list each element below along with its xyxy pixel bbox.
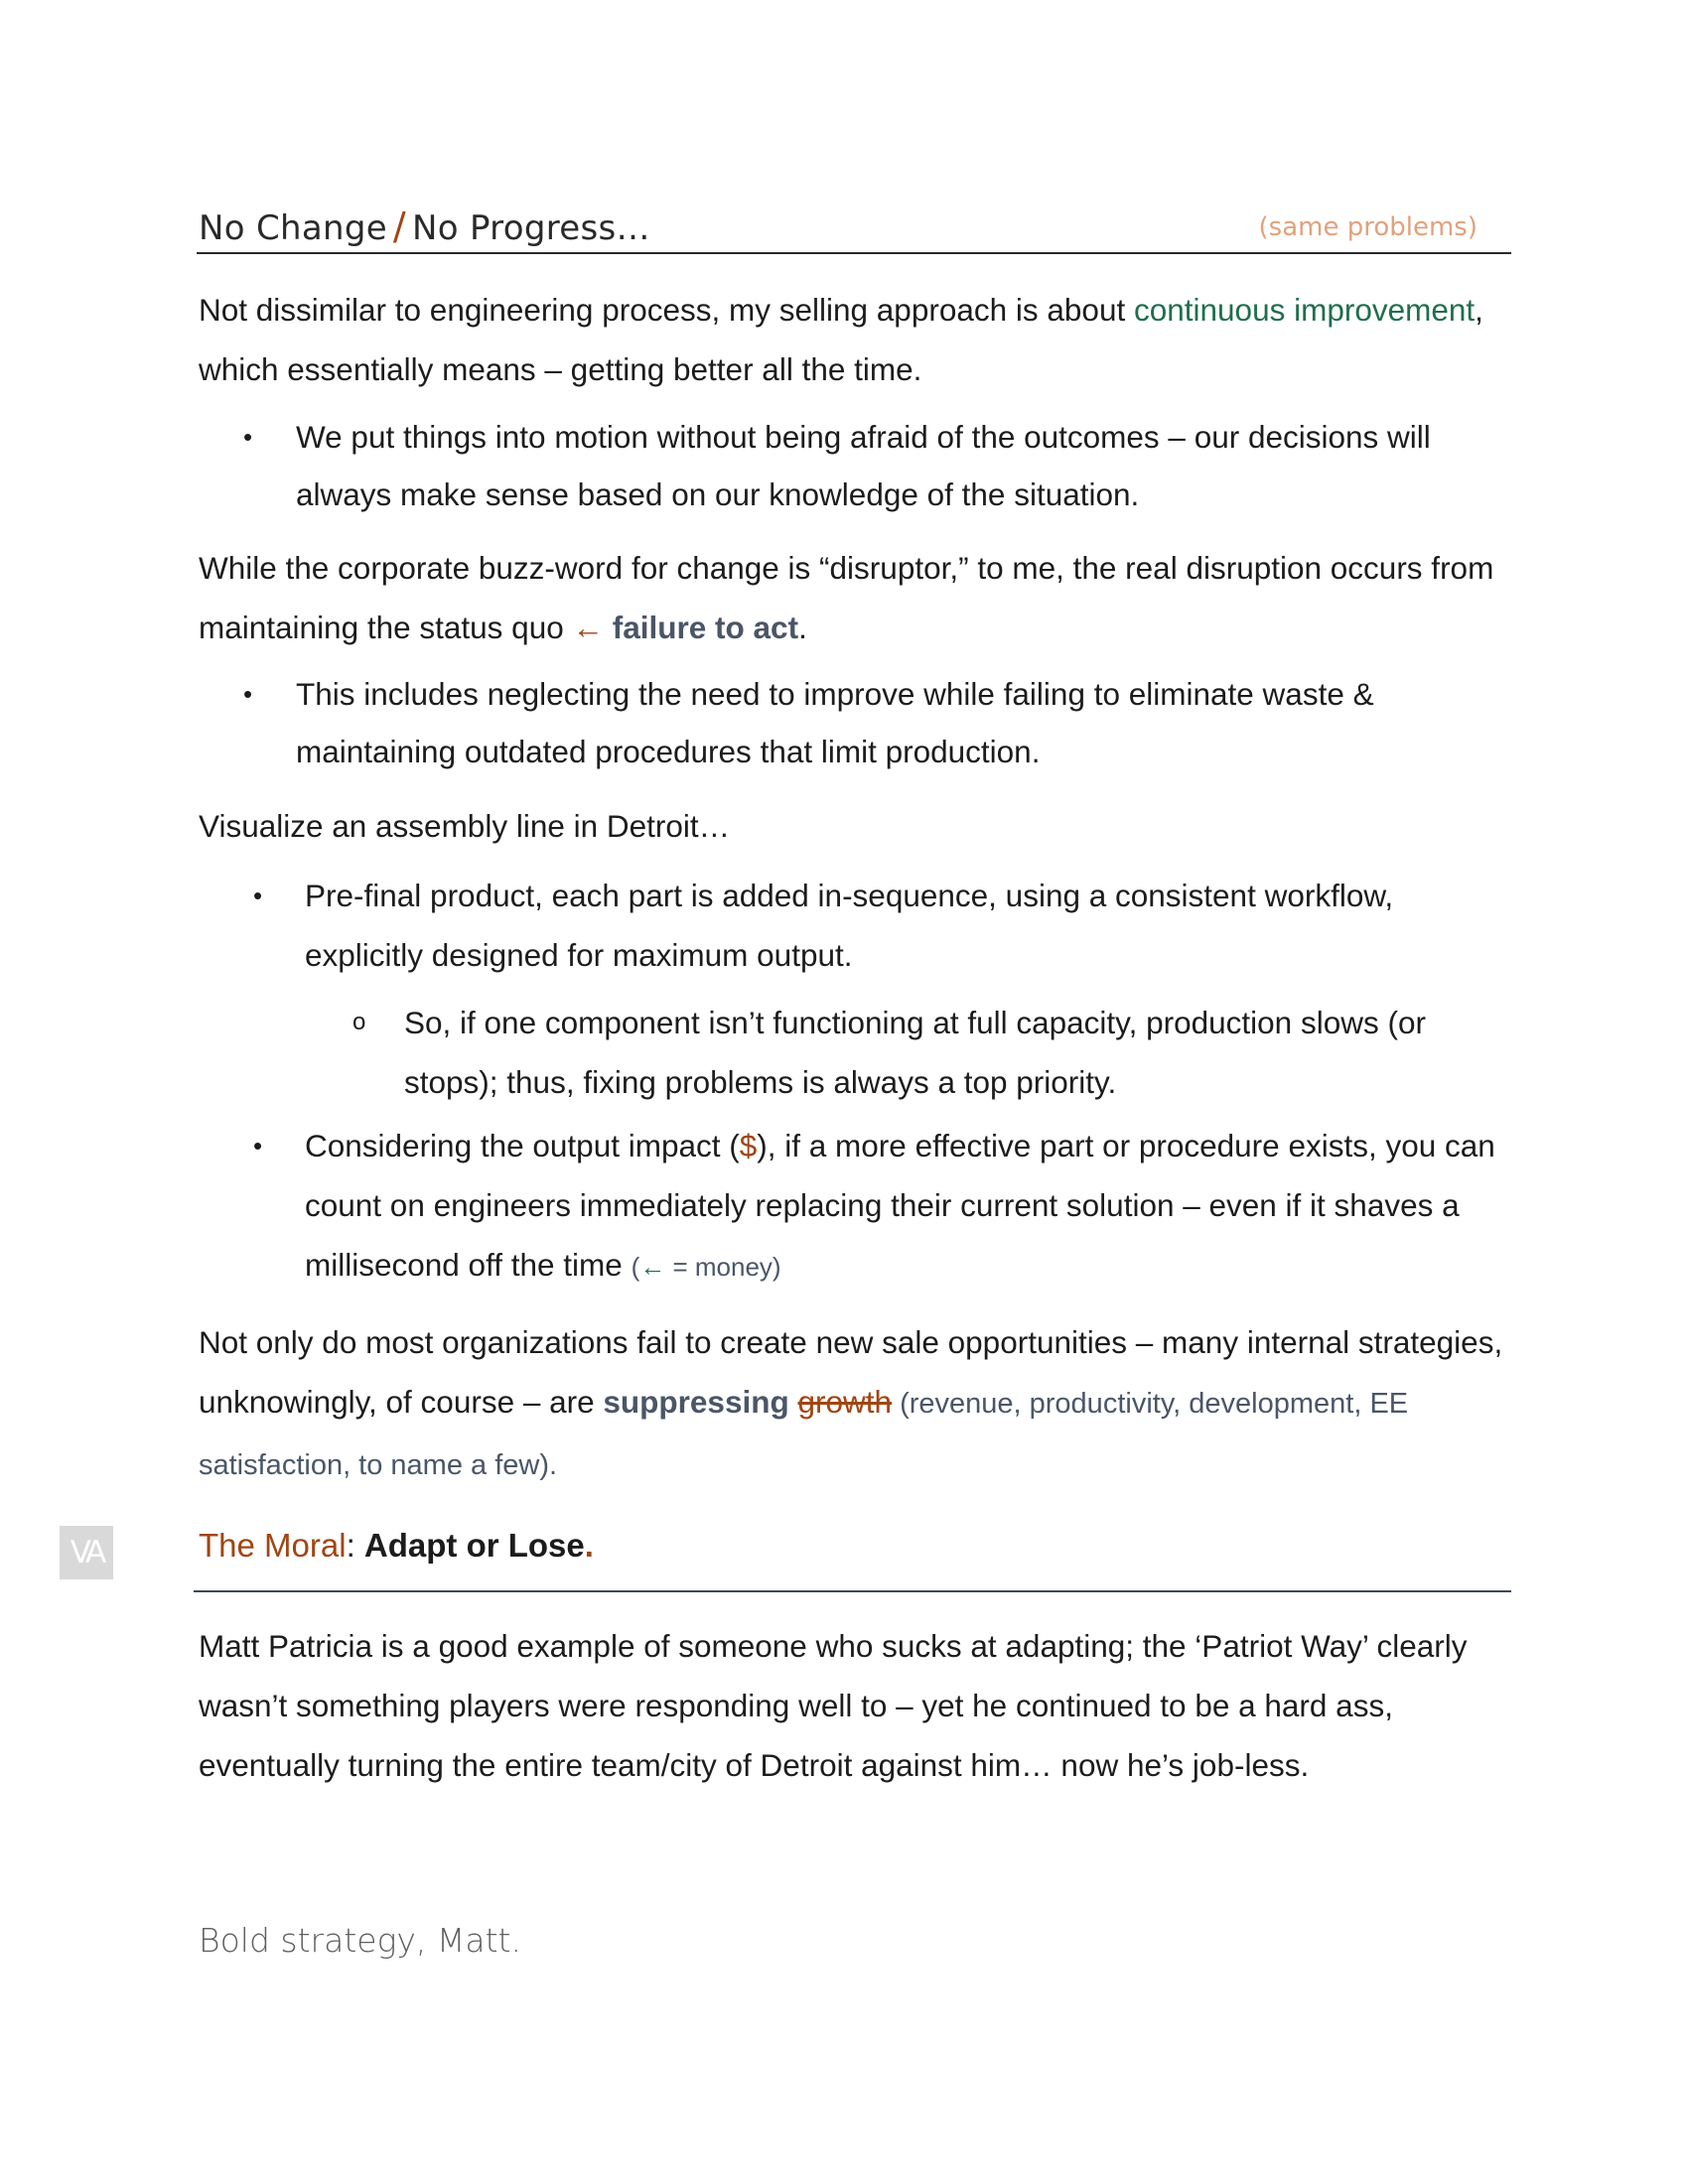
disruption-paragraph <box>199 538 1519 657</box>
sub-bullet-icon: o <box>352 1009 366 1035</box>
failure-to-act-emphasis: failure to act <box>612 610 799 645</box>
sub-list-item-text: So, if one component isn’t functioning at full capacity, production slows (or stops); thus, fixing problems is always a top priority. <box>404 1005 1426 1100</box>
organizations-text: Not only do most organizations fail to create new sale opportunities – many internal strategies, unknowingly, of course – are <box>199 1324 1503 1420</box>
moral-period: . <box>584 1527 594 1564</box>
assembly-line-heading: Visualize an assembly line in Detroit… <box>199 808 731 844</box>
disruption-text: While the corporate buzz-word for change is “disruptor,” to me, the real disruption occurs from maintaining the status quo <box>199 550 1494 645</box>
section-title <box>199 205 650 248</box>
list-item <box>243 665 1519 780</box>
title-slash: / <box>392 205 407 248</box>
section-aside: (same problems) <box>1258 212 1477 242</box>
list-item <box>253 866 1519 985</box>
moral-statement: Adapt or Lose <box>363 1527 585 1564</box>
list-item-text <box>305 1116 1519 1297</box>
organizations-paragraph <box>199 1312 1519 1495</box>
bullet-icon: • <box>253 881 263 910</box>
money-note-text: = money) <box>665 1252 781 1282</box>
organizations-aside: (revenue, productivity, development, EE satisfaction, to name a few). <box>199 1388 1409 1481</box>
moral-label: The Moral <box>199 1527 347 1564</box>
dollar-sign: $ <box>739 1128 758 1163</box>
section-header <box>197 199 1511 254</box>
bullet-icon: • <box>243 422 253 452</box>
moral-header <box>194 1519 1511 1592</box>
list-item-text: Pre-final product, each part is added in-sequence, using a consistent workflow, explicitly designed for maximum output. <box>305 878 1394 973</box>
left-arrow-icon: ← <box>572 610 604 645</box>
intro-text-end: , which essentially means – getting better all the time. <box>199 292 1483 387</box>
sub-list-item <box>352 993 1519 1112</box>
disruption-text-end: . <box>798 610 807 645</box>
list-item <box>243 408 1519 523</box>
intro-text: Not dissimilar to engineering process, my selling approach is about <box>199 292 1134 328</box>
matt-patricia-paragraph: Matt Patricia is a good example of someone who sucks at adapting; the ‘Patriot Way’ clearly wasn’t something players were responding well to – yet he continued to be a hard ass, eventually turning the entire team/city of Detroit against him… now he’s job-less. <box>199 1628 1468 1783</box>
struck-growth: growth <box>797 1384 893 1420</box>
engineers-text: ), if a more effective part or procedure exists, you can count on engineers immediately replacing their current solution – even if it shaves a millisecond off the time <box>305 1128 1495 1283</box>
title-left: No Change <box>199 208 387 248</box>
money-note-open: ( <box>631 1252 640 1282</box>
title-right: No Progress… <box>412 208 650 248</box>
continuous-improvement-highlight: continuous improvement <box>1133 292 1476 328</box>
left-arrow-icon: ← <box>639 1252 666 1282</box>
va-logo: VA <box>60 1526 113 1579</box>
moral-colon: : <box>346 1527 364 1564</box>
money-note <box>632 1252 781 1282</box>
moral-line <box>199 1527 594 1565</box>
list-item-text: We put things into motion without being afraid of the outcomes – our decisions will always make sense based on our knowledge of the situation. <box>296 419 1431 512</box>
list-item <box>253 1116 1519 1297</box>
list-item-text: This includes neglecting the need to improve while failing to eliminate waste & maintaining outdated procedures that limit production. <box>296 676 1374 769</box>
sign-off: Bold strategy, Matt. <box>199 1921 521 1960</box>
intro-paragraph <box>199 280 1519 399</box>
suppressing-emphasis: suppressing <box>603 1384 789 1420</box>
output-impact-text: Considering the output impact ( <box>305 1128 740 1163</box>
bullet-icon: • <box>253 1131 263 1160</box>
bullet-icon: • <box>243 679 253 709</box>
